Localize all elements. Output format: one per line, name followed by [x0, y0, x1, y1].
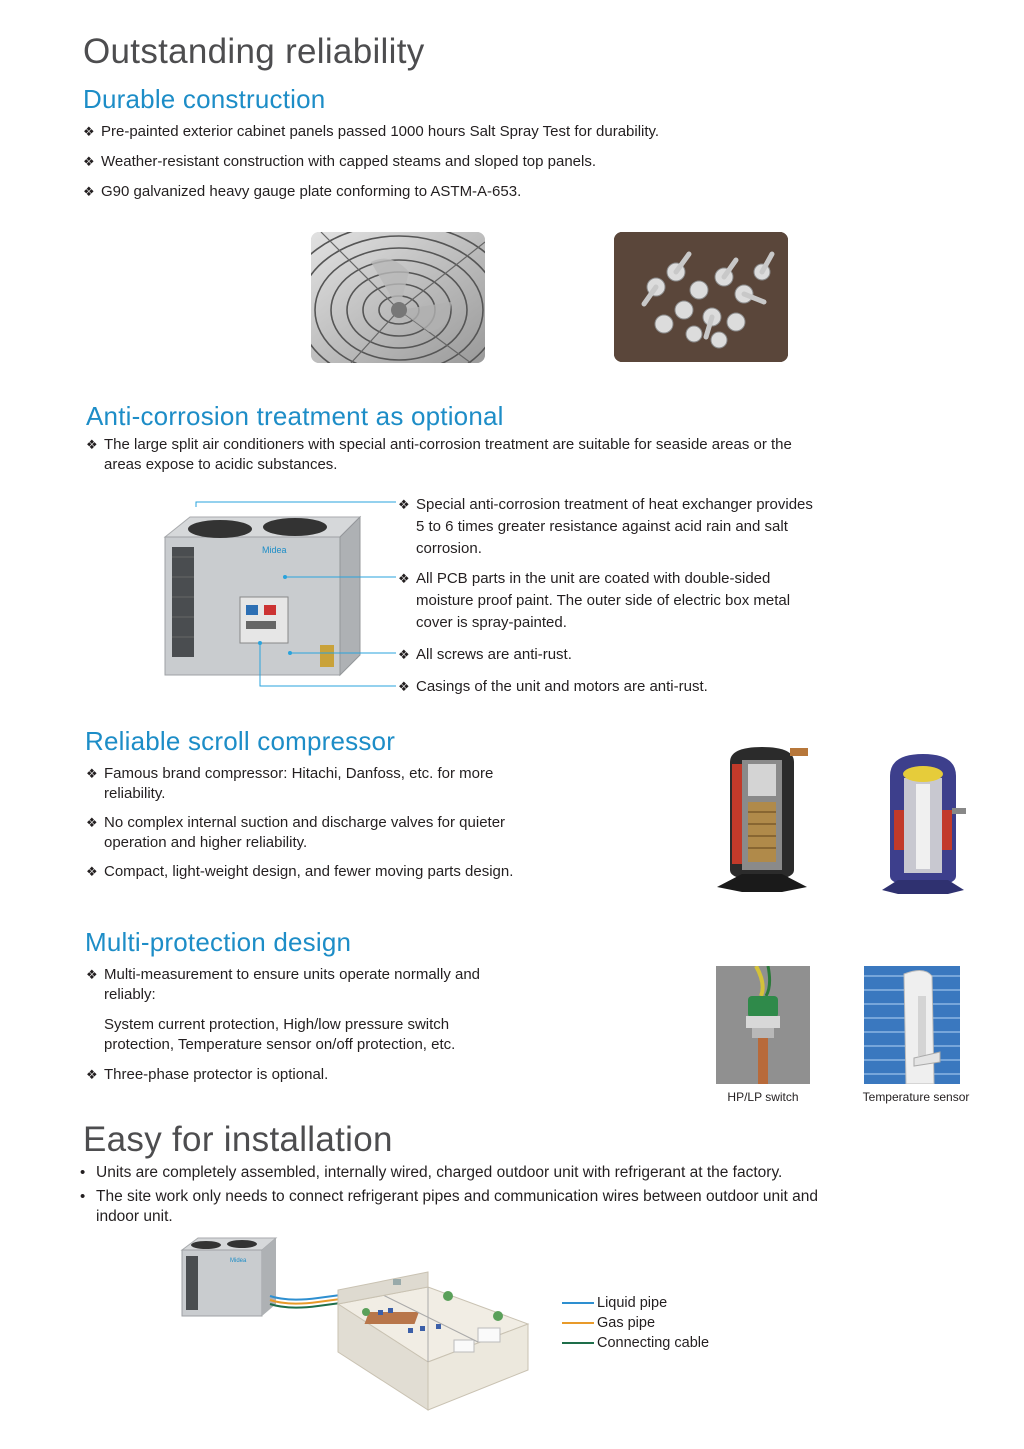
list-item: ❖ All screws are anti-rust.	[398, 644, 918, 666]
temperature-sensor-caption: Temperature sensor	[862, 1090, 970, 1104]
diamond-bullet-icon: ❖	[83, 124, 95, 139]
protection-bullets	[86, 965, 646, 1085]
list-item: ❖ Compact, light-weight design, and fewer moving parts design.	[86, 863, 514, 880]
multi-protection-heading: Multi-protection design	[85, 927, 352, 957]
compressor-blue-image	[878, 748, 968, 896]
diamond-bullet-icon: ❖	[83, 154, 95, 169]
svg-text:Midea: Midea	[230, 1258, 247, 1264]
list-item: • The site work only needs to connect refrigerant pipes and communication wires between outdoor unit and indoor unit.	[80, 1188, 819, 1225]
installation-title: Easy for installation	[83, 1120, 393, 1159]
list-item: ❖ Casings of the unit and motors are anti-rust.	[398, 676, 918, 698]
anti-corrosion-heading: Anti-corrosion treatment as optional	[86, 401, 504, 431]
diamond-bullet-icon: ❖	[83, 184, 95, 199]
diamond-bullet-icon: ❖	[398, 497, 410, 512]
compressor-bullets	[86, 764, 646, 882]
compressor-cutaway-image	[712, 742, 812, 897]
round-bullet-icon: •	[80, 1188, 86, 1205]
outdoor-unit-illustration	[160, 497, 400, 697]
gas-pipe-swatch	[562, 1322, 594, 1324]
list-item: ❖ Multi-measurement to ensure units operate normally and reliably:	[86, 966, 481, 1003]
svg-text:Midea: Midea	[262, 545, 287, 555]
diamond-bullet-icon: ❖	[86, 437, 98, 452]
fan-grille-photo	[311, 232, 485, 363]
list-item: ❖ No complex internal suction and discharge valves for quieter operation and higher reliability.	[86, 814, 506, 851]
legend-item-cable: Connecting cable	[562, 1333, 782, 1353]
list-item: ❖ Pre-painted exterior cabinet panels passed 1000 hours Salt Spray Test for durability.	[83, 123, 660, 140]
anti-corrosion-intro	[86, 435, 966, 475]
connecting-cable-swatch	[562, 1342, 594, 1344]
hp-lp-switch-caption: HP/LP switch	[727, 1090, 799, 1104]
diamond-bullet-icon: ❖	[86, 1067, 98, 1082]
legend-item-gas: Gas pipe	[562, 1313, 782, 1333]
screws-photo	[614, 232, 788, 362]
list-item: ❖ Special anti-corrosion treatment of heat exchanger provides 5 to 6 times greater resistance against acid rain and salt corrosion.	[398, 496, 813, 557]
diamond-bullet-icon: ❖	[398, 647, 410, 662]
diamond-bullet-icon: ❖	[86, 766, 98, 781]
list-item: System current protection, High/low pressure switch protection, Temperature sensor on/off protection, etc.	[104, 1016, 456, 1053]
round-bullet-icon: •	[80, 1164, 86, 1181]
list-item: ❖ Weather-resistant construction with capped steams and sloped top panels.	[83, 153, 596, 170]
durable-construction-heading: Durable construction	[83, 84, 326, 114]
diamond-bullet-icon: ❖	[398, 679, 410, 694]
list-item: ❖ G90 galvanized heavy gauge plate conforming to ASTM-A-653.	[83, 183, 522, 200]
installation-bullets	[80, 1163, 980, 1227]
list-item: • Units are completely assembled, internally wired, charged outdoor unit with refrigerant at the factory.	[80, 1164, 783, 1181]
scroll-compressor-heading: Reliable scroll compressor	[85, 726, 396, 756]
list-item: ❖ Three-phase protector is optional.	[86, 1066, 329, 1083]
temperature-sensor-image	[864, 966, 960, 1084]
diamond-bullet-icon: ❖	[86, 967, 98, 982]
diamond-bullet-icon: ❖	[86, 864, 98, 879]
anti-corrosion-callouts	[398, 494, 918, 698]
installation-illustration	[178, 1232, 538, 1422]
list-item: ❖ Famous brand compressor: Hitachi, Danfoss, etc. for more reliability.	[86, 765, 494, 802]
diamond-bullet-icon: ❖	[398, 571, 410, 586]
list-item: ❖ The large split air conditioners with special anti-corrosion treatment are suitable for seaside areas or the areas expose to acidic substances.	[86, 436, 792, 473]
liquid-pipe-swatch	[562, 1302, 594, 1304]
legend-item-liquid: Liquid pipe	[562, 1293, 782, 1313]
page-title: Outstanding reliability	[83, 32, 425, 71]
hp-lp-switch-image	[716, 966, 810, 1084]
diamond-bullet-icon: ❖	[86, 815, 98, 830]
durable-bullets	[83, 122, 943, 202]
pipe-legend	[562, 1293, 782, 1353]
list-item: ❖ All PCB parts in the unit are coated with double-sided moisture proof paint. The outer side of electric box metal cover is spray-painted.	[398, 570, 791, 631]
